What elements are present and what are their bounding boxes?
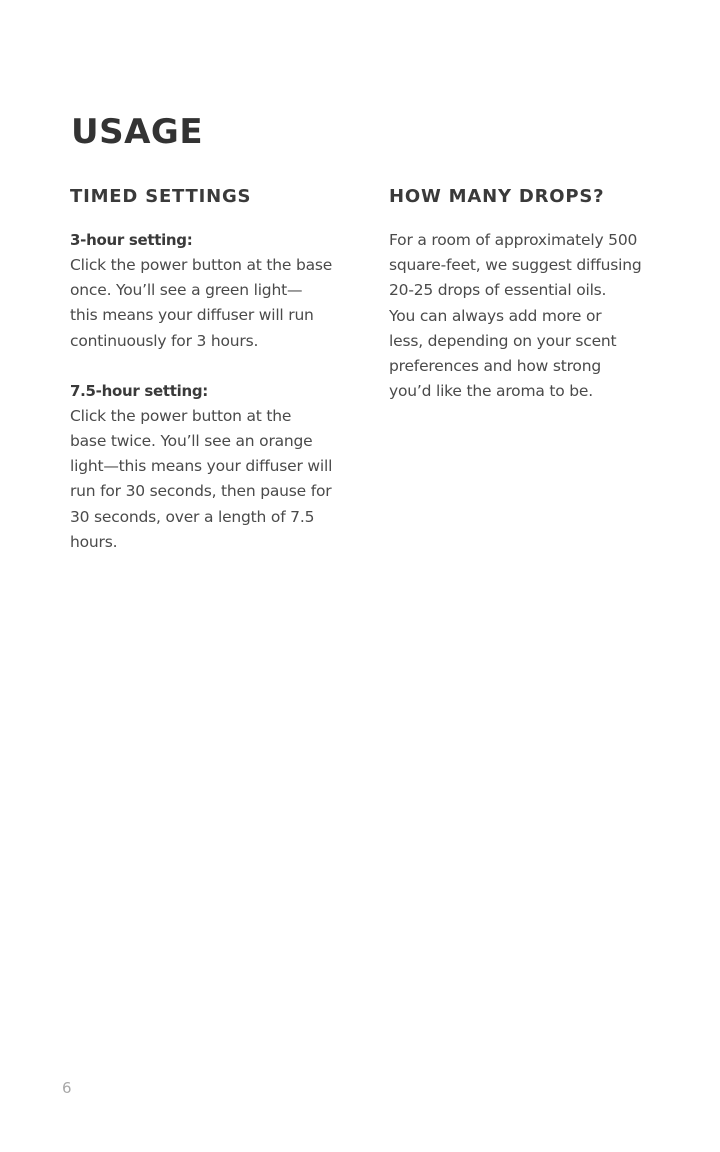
how-many-drops-text: For a room of approximately 500 square-feet, we suggest diffusing 20-25 drops of essential oils. You can always add more or less, depending on your scent preferences and how strong you’d like the aroma to be.: [389, 231, 642, 401]
how-many-drops-heading: HOW MANY DROPS?: [389, 186, 605, 207]
how-many-drops-section: [389, 184, 659, 404]
setting-3-hour-label: 3-hour setting:: [70, 231, 193, 249]
setting-3-hour: [70, 228, 352, 354]
page-number: 6: [62, 1079, 72, 1097]
setting-7-5-hour: [70, 379, 352, 555]
setting-7-5-hour-text: Click the power button at the base twice. You’ll see an orange light—this means your diffuser will run for 30 seconds, then pause for 30 seconds, over a length of 7.5 hours.: [70, 406, 333, 551]
setting-7-5-hour-label: 7.5-hour setting:: [70, 381, 208, 400]
setting-3-hour-text: Click the power button at the base once. You’ll see a green light— this means your diffuser will run continuously for 3 hours.: [70, 256, 333, 350]
page-title: USAGE: [71, 112, 204, 152]
timed-settings-heading: TIMED SETTINGS: [70, 186, 252, 207]
timed-settings-section: [70, 184, 352, 580]
